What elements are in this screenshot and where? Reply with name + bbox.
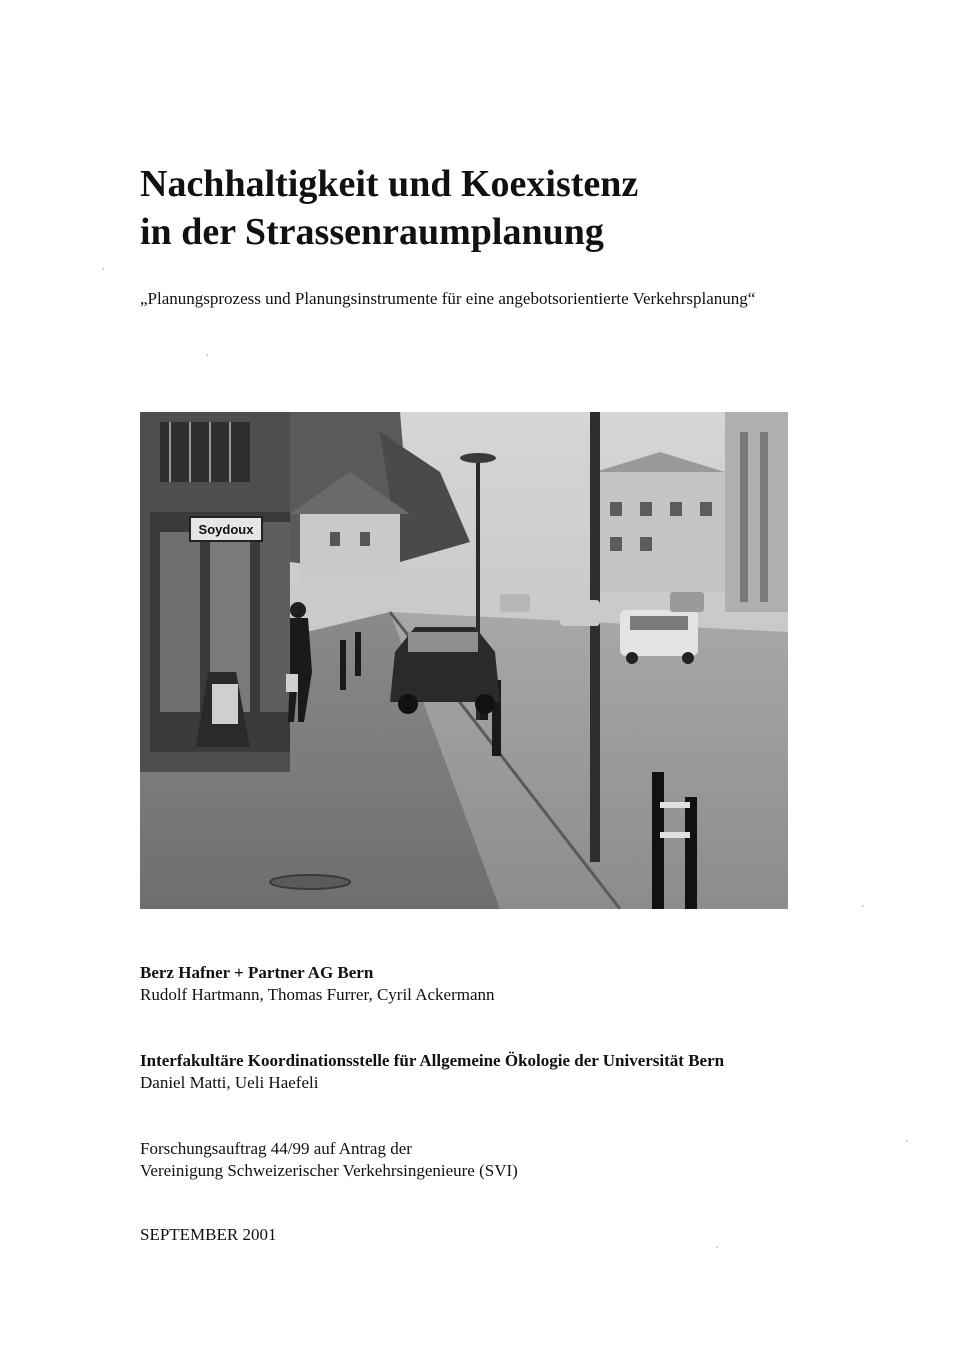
document-subtitle: „Planungsprozess und Planungsinstrumente für eine angebotsorientierte Verkehrsplanung“ [140, 289, 756, 308]
organization-name: Berz Hafner + Partner AG Bern [140, 963, 374, 982]
author-names: Daniel Matti, Ueli Haefeli [140, 1073, 319, 1092]
commission-block [140, 1138, 518, 1182]
author-block-1 [140, 962, 495, 1006]
title-line-1: Nachhaltigkeit und Koexistenz [140, 163, 639, 205]
scan-speck [206, 354, 208, 356]
commission-line-1: Forschungsauftrag 44/99 auf Antrag der [140, 1139, 412, 1158]
commission-line-2: Vereinigung Schweizerischer Verkehrsingenieure (SVI) [140, 1161, 518, 1180]
street-scene-illustration [140, 412, 788, 909]
scan-speck [862, 905, 864, 907]
author-block-2 [140, 1050, 724, 1094]
title-line-2: in der Strassenraumplanung [140, 211, 604, 253]
cover-photo [140, 412, 788, 909]
publication-date: SEPTEMBER 2001 [140, 1225, 277, 1244]
scan-speck [102, 268, 104, 270]
scan-speck [906, 1140, 908, 1142]
organization-name: Interfakultäre Koordinationsstelle für Allgemeine Ökologie der Universität Bern [140, 1051, 725, 1070]
shop-sign-text: Soydoux [198, 522, 254, 537]
author-names: Rudolf Hartmann, Thomas Furrer, Cyril Ackermann [140, 985, 495, 1004]
document-title [140, 160, 638, 256]
scan-speck [716, 1246, 718, 1248]
